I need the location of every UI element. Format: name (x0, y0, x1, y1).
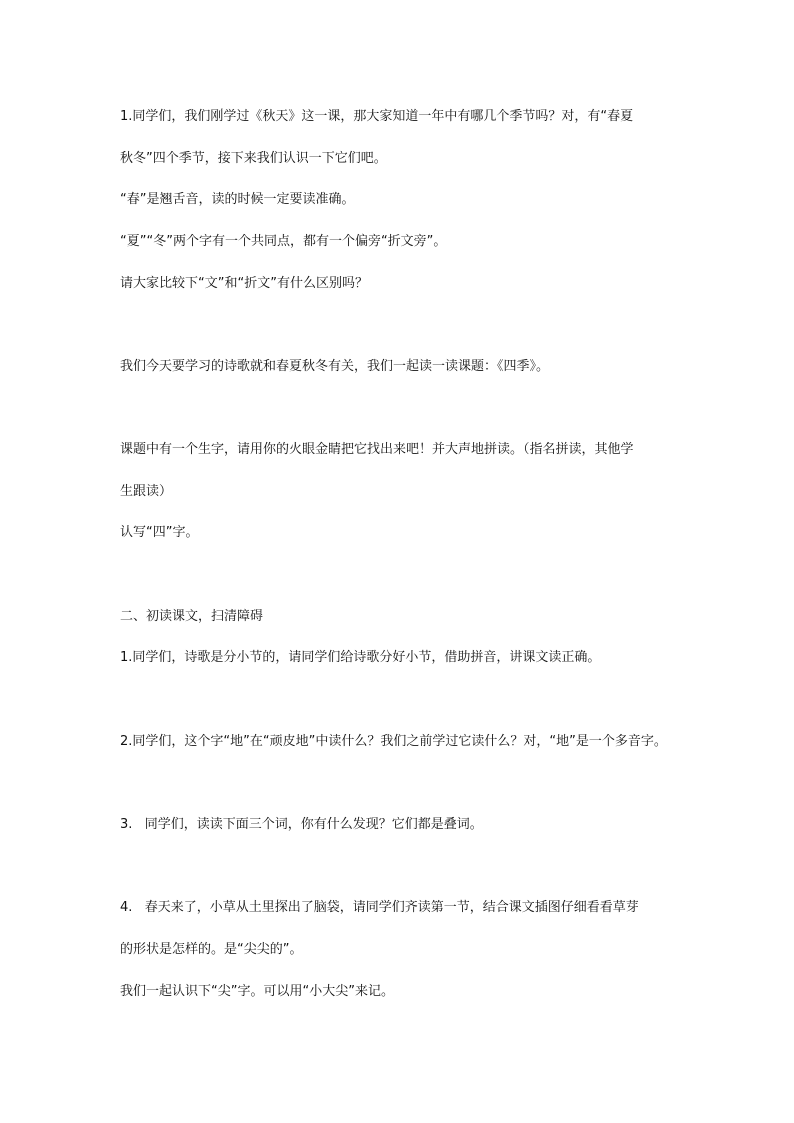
paragraph-line-12: 2.同学们，这个字“地”在“顽皮地”中读什么？我们之前学过它读什么？对，“地”是一个多音字。 (120, 734, 667, 749)
section-heading: 二、初读课文，扫清障碍 (120, 609, 264, 624)
paragraph-line-1: 1.同学们，我们刚学过《秋天》这一课，那大家知道一年中有哪几个季节吗？对，有“春夏 (120, 109, 634, 124)
paragraph-line-5: 请大家比较下“文”和“折文”有什么区别吗？ (120, 276, 368, 291)
paragraph-line-6: 我们今天要学习的诗歌就和春夏秋冬有关，我们一起读一读课题：《四季》。 (120, 359, 550, 374)
paragraph-line-14: 4. 春天来了，小草从土里探出了脑袋，请同学们齐读第一节，结合课文插图仔细看看草芽 (120, 900, 639, 915)
paragraph-line-13: 3. 同学们，读读下面三个词，你有什么发现？它们都是叠词。 (120, 817, 483, 832)
paragraph-line-2: 秋冬”四个季节，接下来我们认识一下它们吧。 (120, 151, 387, 166)
paragraph-line-9: 认写“四”字。 (120, 525, 199, 540)
paragraph-line-8: 生跟读） (120, 484, 173, 499)
paragraph-line-11: 1.同学们，诗歌是分小节的，请同学们给诗歌分好小节，借助拼音，讲课文读正确。 (120, 650, 601, 665)
paragraph-line-3: “春”是翘舌音，读的时候一定要读准确。 (120, 192, 355, 207)
paragraph-line-4: “夏”“冬”两个字有一个共同点，都有一个偏旁“折文旁”。 (120, 234, 447, 249)
paragraph-line-7: 课题中有一个生字，请用你的火眼金睛把它找出来吧！并大声地拼读。（指名拼读，其他学 (120, 442, 634, 457)
paragraph-line-16: 我们一起认识下“尖”字。可以用“小大尖”来记。 (120, 984, 394, 999)
paragraph-line-15: 的形状是怎样的。是“尖尖的”。 (120, 942, 303, 957)
